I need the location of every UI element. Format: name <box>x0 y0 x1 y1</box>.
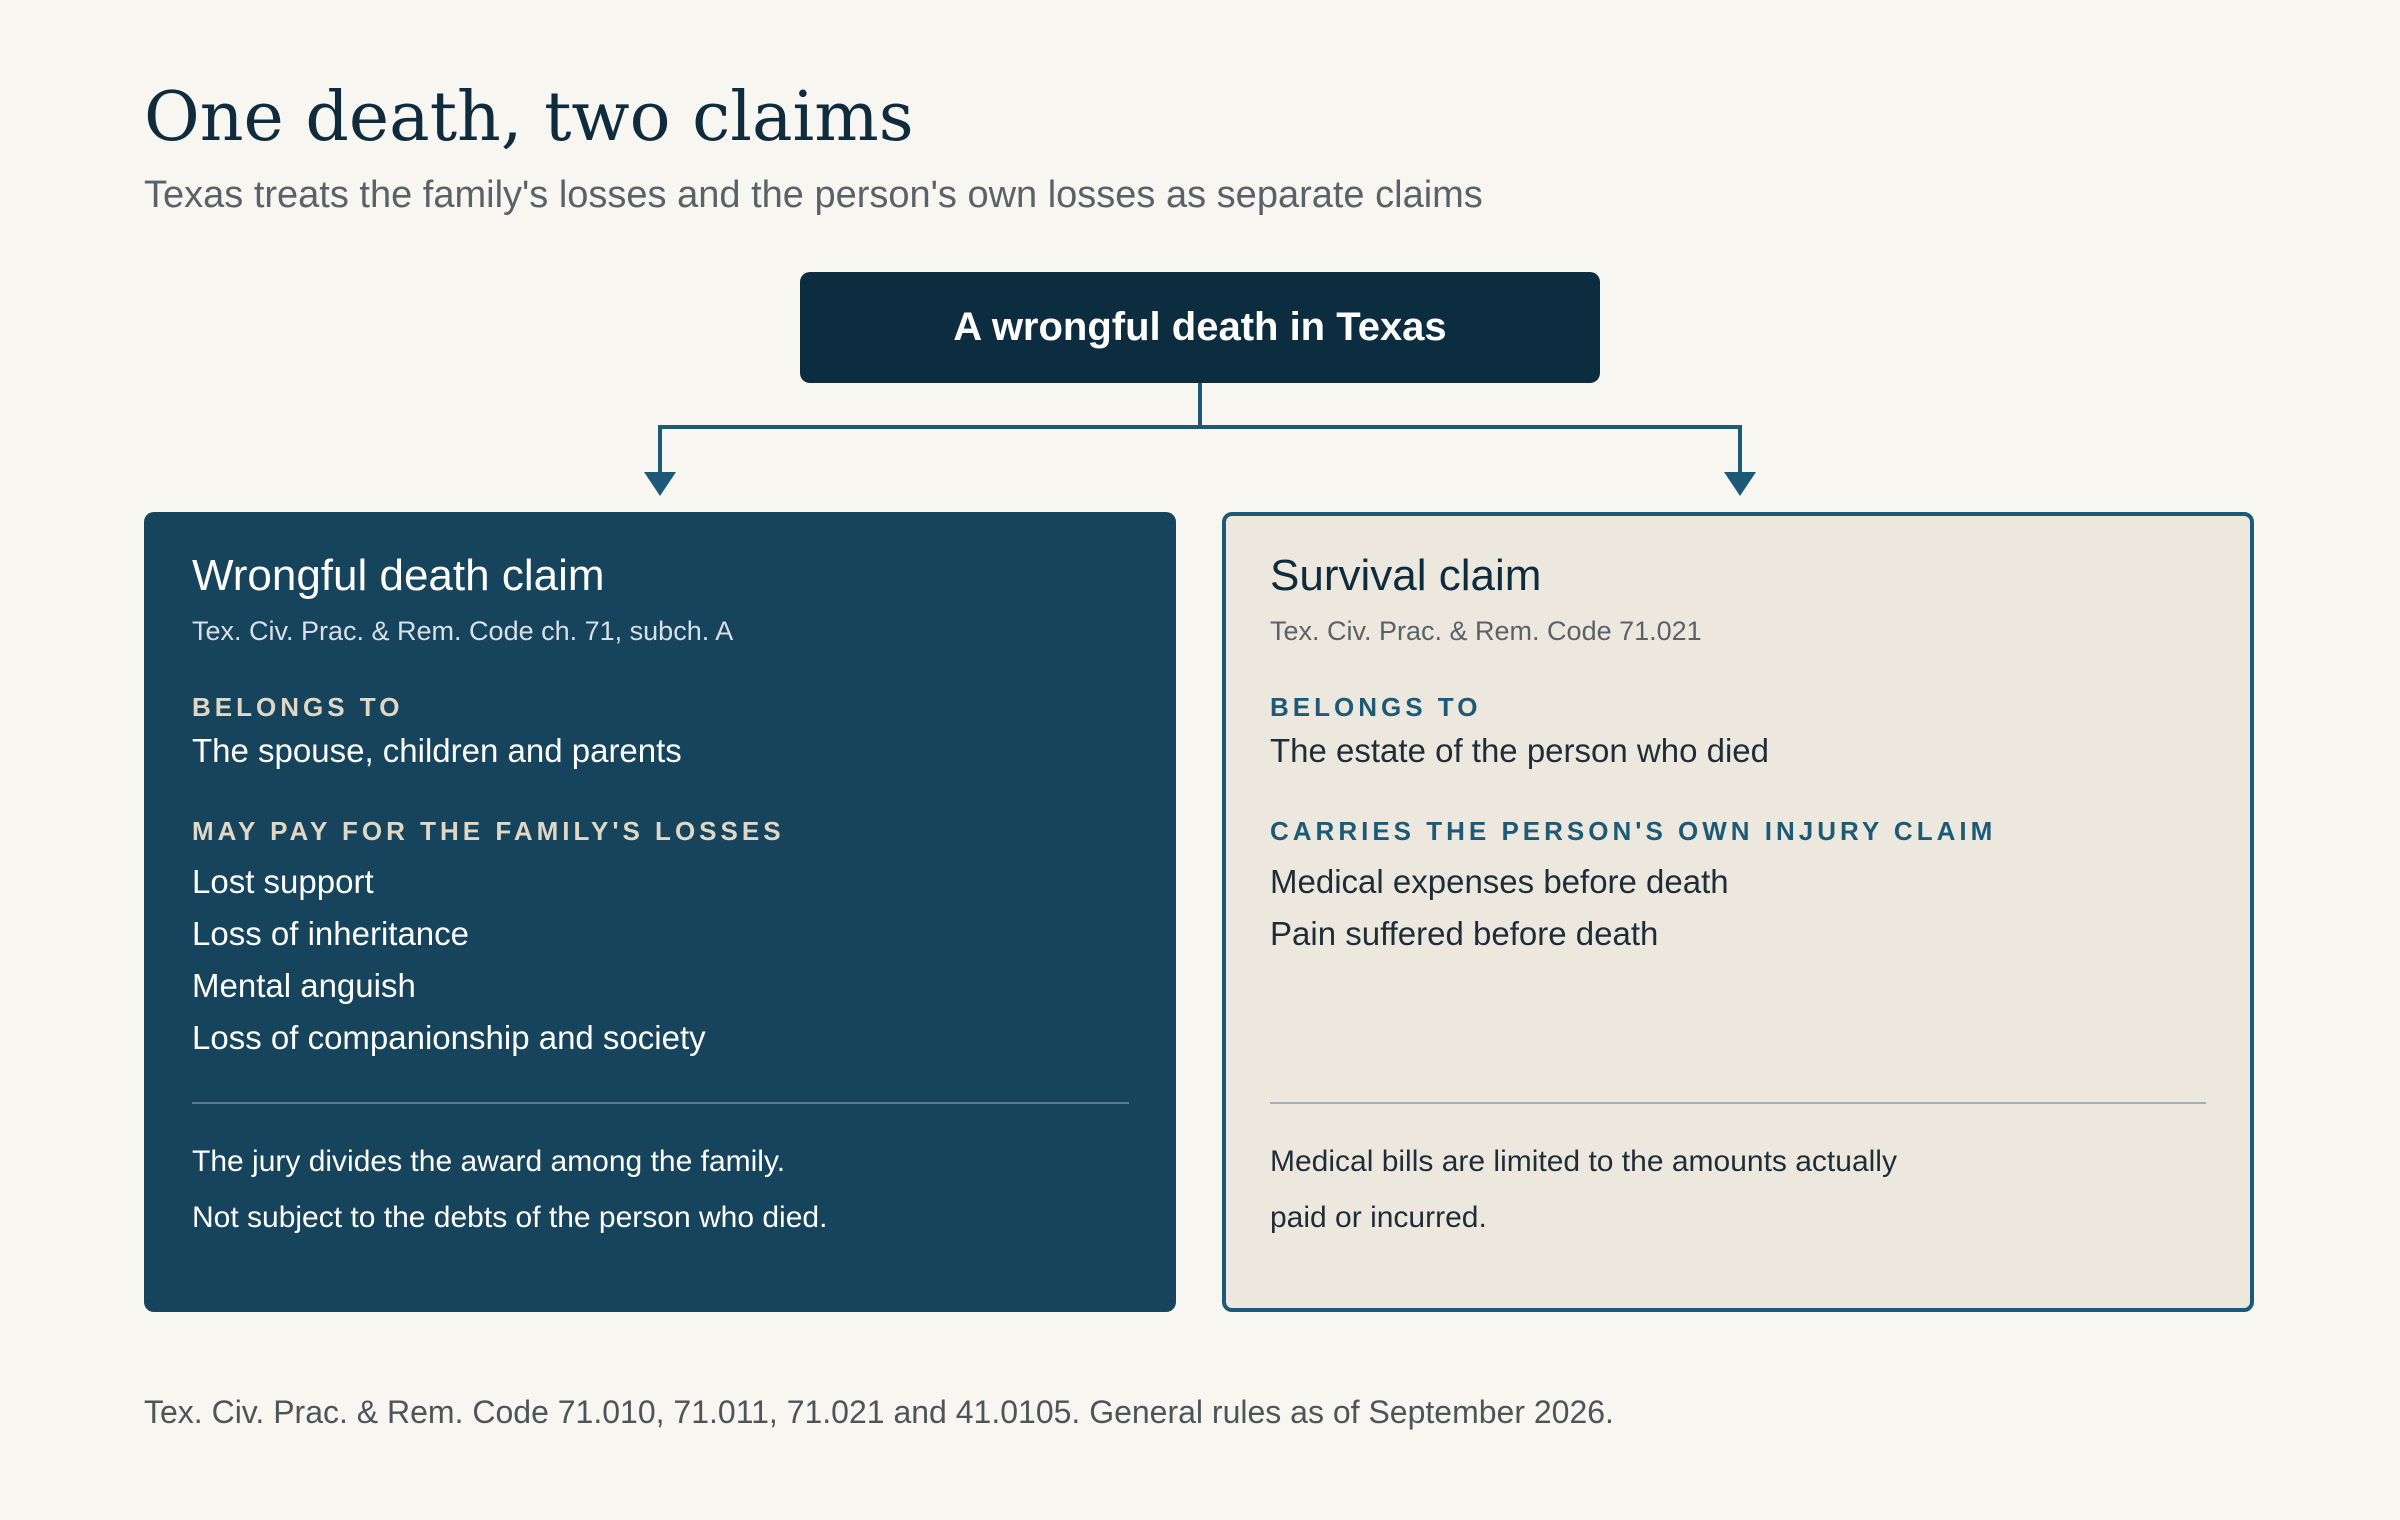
list-item: Lost support <box>192 863 374 900</box>
source-footnote: Tex. Civ. Prac. & Rem. Code 71.010, 71.011, 71.021 and 41.0105. General rules as of September 2026. <box>144 1394 1614 1430</box>
damages-label: MAY PAY FOR THE FAMILY'S LOSSES <box>192 816 785 846</box>
belongs-to-value: The spouse, children and parents <box>192 732 682 769</box>
divider <box>192 1102 1129 1104</box>
list-item: Pain suffered before death <box>1270 915 1659 952</box>
card-note <box>1270 1134 1897 1246</box>
note-line: The jury divides the award among the family. <box>192 1145 786 1178</box>
card-note <box>192 1134 827 1246</box>
arrowhead-right <box>1724 472 1756 496</box>
survival-claim-card <box>1222 512 2254 1312</box>
injury-claim-list <box>1270 856 2206 960</box>
note-line: Not subject to the debts of the person who died. <box>192 1201 828 1234</box>
card-title: Wrongful death claim <box>192 551 605 600</box>
branch-connector <box>0 0 2400 520</box>
page-subtitle: Texas treats the family's losses and the person's own losses as separate claims <box>144 174 1483 216</box>
belongs-to-value: The estate of the person who died <box>1270 732 1769 769</box>
arrowhead-left <box>644 472 676 496</box>
note-line: paid or incurred. <box>1270 1201 1487 1234</box>
statute-citation: Tex. Civ. Prac. & Rem. Code ch. 71, subch. A <box>192 616 734 646</box>
divider <box>1270 1102 2206 1104</box>
list-item: Mental anguish <box>192 967 416 1004</box>
card-title: Survival claim <box>1270 551 1542 600</box>
belongs-to-label: BELONGS TO <box>192 692 404 722</box>
list-item: Loss of inheritance <box>192 915 470 952</box>
list-item: Loss of companionship and society <box>192 1019 706 1056</box>
page-title: One death, two claims <box>144 78 914 157</box>
injury-claim-label: CARRIES THE PERSON'S OWN INJURY CLAIM <box>1270 816 1997 846</box>
belongs-to-label: BELONGS TO <box>1270 692 1482 722</box>
note-line: Medical bills are limited to the amounts actually <box>1270 1145 1897 1178</box>
damages-list <box>192 856 1129 1064</box>
list-item: Medical expenses before death <box>1270 863 1729 900</box>
statute-citation: Tex. Civ. Prac. & Rem. Code 71.021 <box>1270 616 1702 646</box>
wrongful-death-card <box>144 512 1176 1312</box>
root-node-label: A wrongful death in Texas <box>953 305 1447 349</box>
